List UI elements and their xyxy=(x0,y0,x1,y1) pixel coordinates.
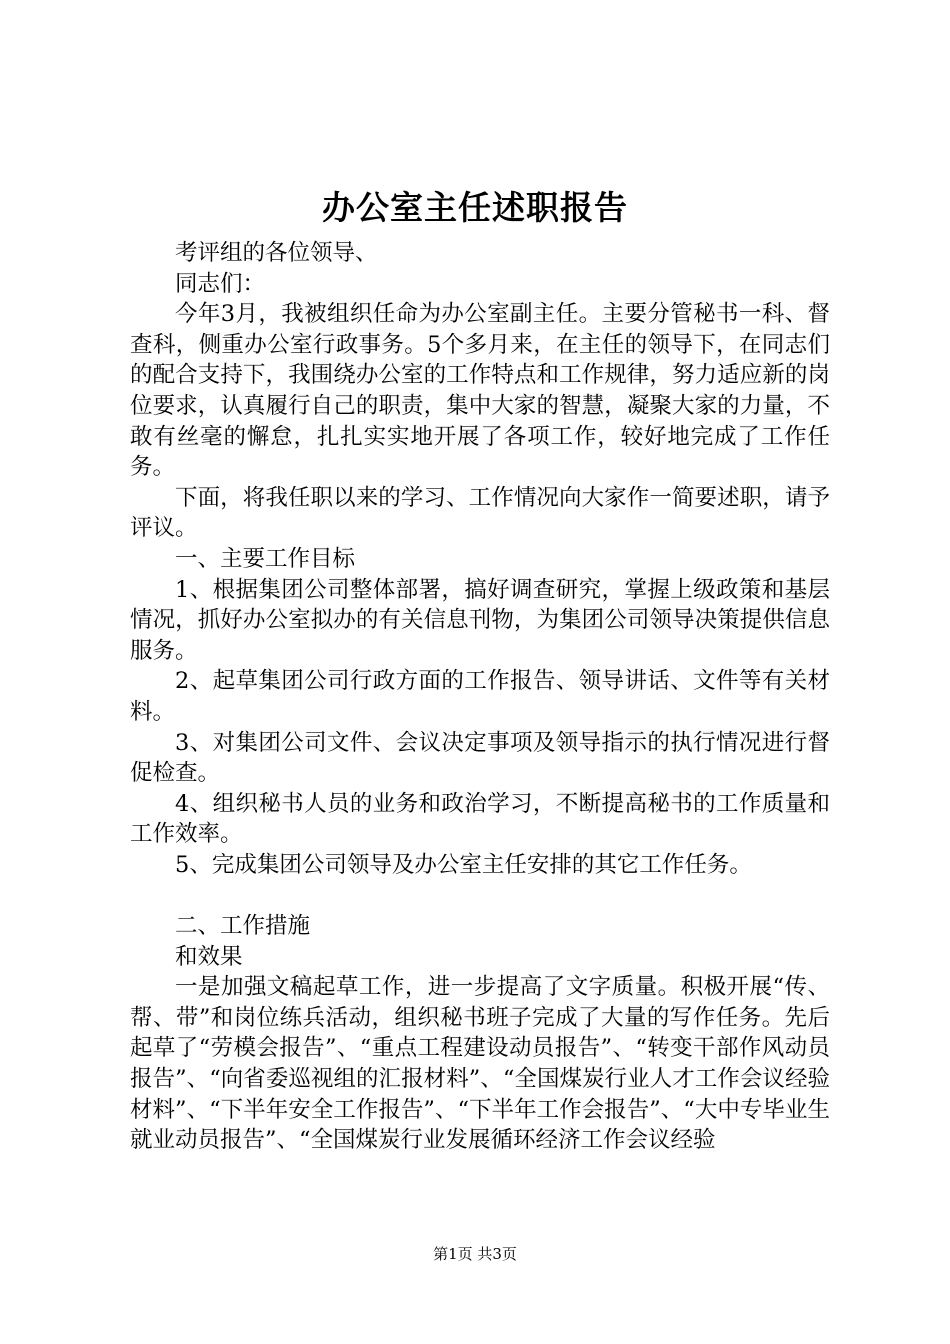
goal-item-2: 2、起草集团公司行政方面的工作报告、领导讲话、文件等有关材料。 xyxy=(130,668,830,725)
goal-item-3: 3、对集团公司文件、会议决定事项及领导指示的执行情况进行督促检查。 xyxy=(130,729,830,787)
goal-item-1: 1、根据集团公司整体部署，搞好调查研究，掌握上级政策和基层情况，抓好办公室拟办的有关信息刊物，为集团公司领导决策提供信息服务。 xyxy=(130,576,830,664)
section-heading-goals: 一、主要工作目标 xyxy=(175,545,356,572)
document-body xyxy=(130,238,830,1156)
goal-item-5: 5、完成集团公司领导及办公室主任安排的其它工作任务。 xyxy=(175,851,752,878)
goal-item-4: 4、组织秘书人员的业务和政治学习，不断提高秘书的工作质量和工作效率。 xyxy=(130,790,830,848)
paragraph-report-note: 下面，将我任职以来的学习、工作情况向大家作一简要述职，请予评议。 xyxy=(130,484,830,542)
salutation-line-1: 考评组的各位领导、 xyxy=(175,240,378,266)
salutation-line-2: 同志们： xyxy=(175,270,266,297)
section-heading-measures-cont: 和效果 xyxy=(175,943,243,970)
paragraph-intro: 今年3月，我被组织任命为办公室副主任。主要分管秘书一科、督查科，侧重办公室行政事务。5个多月来，在主任的领导下，在同志们的配合支持下，我围绕办公室的工作特点和工作规律，努力适应新的岗位要求，认真履行自己的职责，集中大家的智慧，凝聚大家的力量，不敢有丝毫的懈怠，扎扎实实地开展了各项工作，较好地完成了工作任务。 xyxy=(130,301,830,481)
page-number: 第1页 共3页 xyxy=(433,1245,517,1263)
paragraph-measure-1: 一是加强文稿起草工作，进一步提高了文字质量。积极开展“传、帮、带”和岗位练兵活动，组织秘书班子完成了大量的写作任务。先后起草了“劳模会报告”、“重点工程建设动员报告”、“转变干部作风动员报告”、“向省委巡视组的汇报材料”、“全国煤炭行业人才工作会议经验材料”、“下半年安全工作报告”、“下半年工作会报告”、“大中专毕业生就业动员报告”、“全国煤炭行业发展循环经济工作会议经验 xyxy=(130,974,830,1154)
section-heading-measures: 二、工作措施 xyxy=(175,913,311,940)
document-title: 办公室主任述职报告 xyxy=(322,188,628,227)
